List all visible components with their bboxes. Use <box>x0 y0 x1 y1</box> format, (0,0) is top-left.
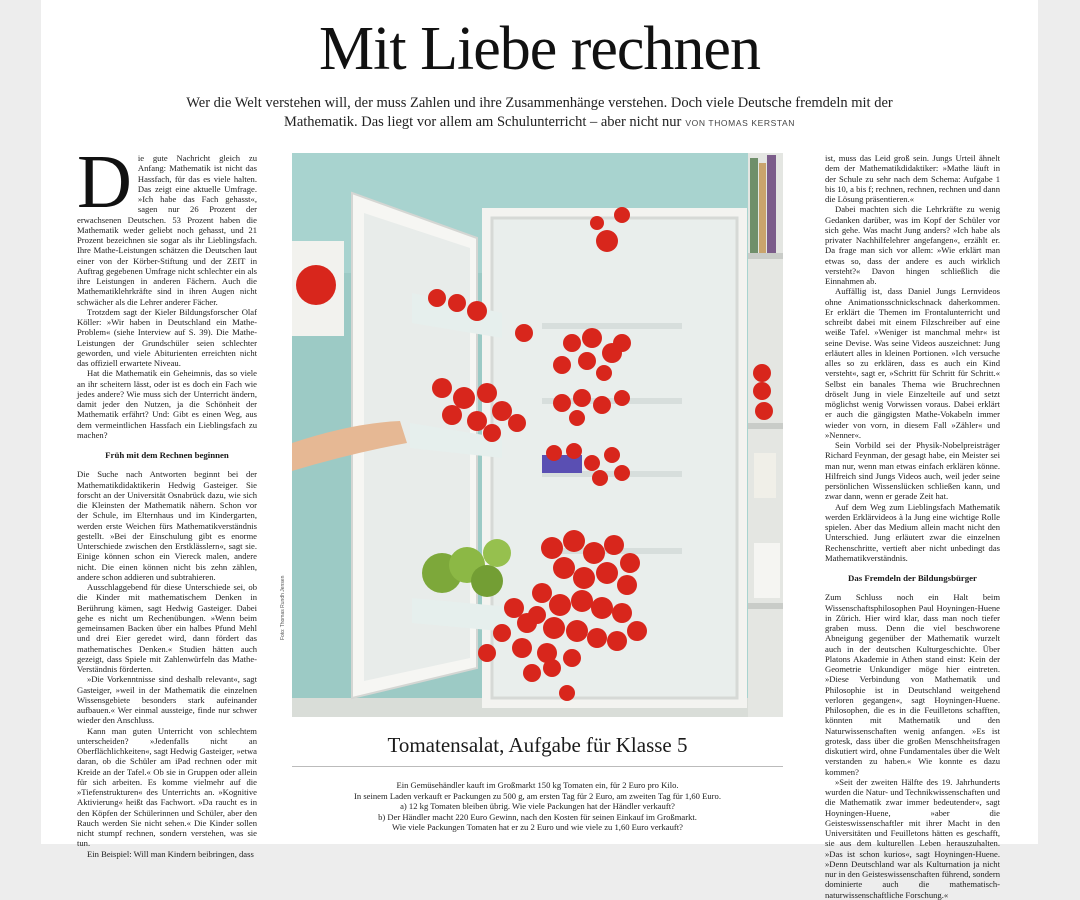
task-line: b) Der Händler macht 220 Euro Gewinn, nach den Kosten für seinen Einkauf im Großmarkt. <box>378 811 697 822</box>
math-task <box>292 780 783 833</box>
paragraph: Dabei machten sich die Lehrkräfte zu wenig Gedanken darüber, was im Kopf der Schüler vor sich gehe. Was macht Jung anders? »Ich habe als privater Nachhilfelehrer angefangen«, erzählt er. Da frage man sich vor allem: »Wie erklärt man etwas so, dass der andere es auch wirklich versteht?« Davon hingen schließlich die Einnahmen ab. <box>825 204 1000 286</box>
paragraph: Auffällig ist, dass Daniel Jungs Lernvideos ohne Animationsschnickschnack daherkommen. Er erklärt die Themen im Frontalunterricht und schreibt dabei mit einem Filzschreiber auf eine weiße Tafel. »Weniger ist manchmal mehr« ist seine Devise. Was seine Videos auszeichnet: Jung erläutert alles in kleinen Portionen. »Ich versuche alles so zu erklären, dass es auch ein Kind versteht«, sagt er, »Schritt für Schritt für Schritt.« Selbst ein banales Thema wie Bruchrechnen dröselt Jung in viele Einzelteile auf und setzt möglichst wenig Vorwissen voraus. Dabei erklärt er auch die gängigsten Mathe-Vokabeln immer wieder von vorn, in diesem Fall »Zähler« und »Nenner«. <box>825 286 1000 440</box>
paragraph: Trotzdem sagt der Kieler Bildungsforscher Olaf Köller: »Wir haben in Deutschland ein Mathe-Problem« (siehe Interview auf S. 39). Die Mathe-Leistungen der Grundschüler seien schlechter geworden, und viele Abiturienten erreichten nicht das offiziell erwartete Niveau. <box>77 306 257 368</box>
subheading: Das Fremdeln der Bildungsbürger <box>848 573 977 583</box>
task-line: a) 12 kg Tomaten bleiben übrig. Wie viele Packungen hat der Händler verkauft? <box>400 801 675 812</box>
paragraph: Ausschlaggebend für diese Unterschiede sei, ob die Kinder mit mathematischem Denken in Berührung kämen, sagt Hedwig Gasteiger. Dabei gehe es nicht um Rechenübungen. »Wenn beim gemeinsamen Backen über ein halbes Pfund Mehl und drei Eier geredet wird, dann fördert das mathematisches Denken.« Studien hätten auch gezeigt, dass Spiele mit Zahlenwürfeln das Mathe-Verständnis förderten. <box>77 582 257 674</box>
article-column-left <box>77 140 257 859</box>
dek-text: Wer die Welt verstehen will, der muss Zahlen und ihre Zusammenhänge verstehen. Doch viele Deutsche fremdeln mit der Mathematik. Das liegt vor allem am Schulunterricht – aber nicht nur <box>186 95 893 130</box>
subheading: Früh mit dem Rechnen beginnen <box>105 450 229 460</box>
paragraph: »Seit der zweiten Hälfte des 19. Jahrhunderts wurden die Natur- und Technikwissenschaften und die Mathematik zwar immer bedeutender«, sagt Hoyningen-Huene, »aber die Geisteswissenschaftler mit ihrer Macht in den Universitäten und Feuilletons hätten es geschafft, sie aus dem kulturellen Leben herauszuhalten. »Das ist schon kurios«, sagt Hoyningen-Huene. »Denn Deutschland war als Kulturnation ja nicht nur in den Geisteswissenschaften führend, sondern dominierte auch die mathematisch-naturwissenschaftliche Forschung.« <box>825 776 1000 900</box>
paragraph: »Die Vorkenntnisse sind deshalb relevant«, sagt Gasteiger, »weil in der Mathematik die einzelnen Wissensgebiete besonders stark aufeinander aufbauen.« Wer einmal aussteige, finde nur schwer wieder den Anschluss. <box>77 674 257 726</box>
paragraph: ist, muss das Leid groß sein. Jungs Urteil ähnelt dem der Mathematikdidaktiker: »Mathe läuft in der Schule zu sehr nach dem Schema: Aufgabe 1 bis 10, a bis f; rechnen, rechnen, rechnen und dann die Lösung präsentieren.« <box>825 153 1000 204</box>
photo-credit: Foto: Thomas Rundh Jensen <box>280 575 286 640</box>
task-line: In seinem Laden verkauft er Packungen zu 500 g, am ersten Tag für 2 Euro, am zweiten Tag für 1,60 Euro. <box>354 790 721 801</box>
drop-cap: D <box>77 140 132 224</box>
caption-divider <box>292 766 783 767</box>
fridge-tomatoes-photo <box>292 153 783 717</box>
task-line: Ein Gemüsehändler kauft im Großmarkt 150 kg Tomaten ein, für 2 Euro pro Kilo. <box>396 780 679 790</box>
paragraph: Die Suche nach Antworten beginnt bei der Mathematikdidaktikerin Hedwig Gasteiger. Sie forscht an der Universität Osnabrück dazu, wie sich die Kleinsten der Mathematik nähern. Schon vor der Schule, im Elternhaus und im Kindergarten, werden erste Weichen fürs Mathematikverständnis gestellt. »Bei der Einschulung gibt es enorme Unterschiede zwischen den Erstklässlern«, sagt sie. Einige können schon ein Viereck malen, andere nicht. Die einen können nicht bis zehn zählen, andere schon addieren und subtrahieren. <box>77 469 257 582</box>
byline: VON THOMAS KERSTAN <box>685 118 796 128</box>
paragraph: Hat die Mathematik ein Geheimnis, das so viele an ihr scheitern lässt, oder ist es doch ein Fach wie jedes andere? Wie muss sich der Unterricht ändern, damit jeder den Nutzen, ja die Schönheit der Mathematik erfährt? Und: Gibt es einen Weg, aus dem vermeintlichen Hassfach ein Lieblingsfach zu machen? <box>77 368 257 440</box>
paragraph: Zum Schluss noch ein Halt beim Wissenschaftsphilosophen Paul Hoyningen-Huene in Zürich. Hier wird klar, dass man noch tiefer graben muss. Denn die viel beschworene Abneigung gegenüber der Mathematik wurzelt auch in der deutschen Kulturgeschichte. Über Platons Akademie in Athen stand einst: Kein der Geometrie Unkundiger möge hier eintreten. »Diese Verbindung von Mathematik und Philosophie ist in Deutschland weitgehend verloren gegangen«, sagt Hoyningen-Huene. Philosophen, die es in die Feuilletons schafften, könnten mit Mathematik und den Naturwissenschaften wenig anfangen. »Es ist grotesk, dass über die großen Menschheitsfragen diskutiert wird, ohne Fundamentales über die Welt verstanden zu haben.« Wie konnte es dazu kommen? <box>825 592 1000 777</box>
paragraph: Ein Beispiel: Will man Kindern beibringen, dass <box>87 848 254 859</box>
paragraph: ie gute Nachricht gleich zu Anfang: Mathematik ist nicht das Hassfach, für das es viele halten. Das zeigt eine aktuelle Umfrage. »Ich habe das Fach gehasst«, sagen nur 26 Prozent der erwachsenen Deutschen. 53 Prozent haben die Mathematik weder geliebt noch gehasst, und 21 Prozent bezeichnen sie sogar als ihr Lieblingsfach. Ihre Mathe-Leistungen schätzen die Deutschen laut einer von der Körber-Stiftung und der ZEIT in Auftrag gegebenen Umfrage nicht schlechter ein als ihre Leistungen in anderen Fächern. Auch die Mathematiklehrkräfte sind in ihren Augen nicht schwächer als die Lehrer anderer Fächer. <box>77 153 257 307</box>
headline: Mit Liebe rechnen <box>319 15 760 83</box>
task-line: Wie viele Packungen Tomaten hat er zu 2 Euro und wie viele zu 1,60 Euro verkauft? <box>392 822 683 833</box>
article-column-right <box>825 153 1000 900</box>
paragraph: Kann man guten Unterricht von schlechtem unterscheiden? »Jedenfalls nicht an Oberflächlichkeiten«, sagt Hedwig Gasteiger, »etwa daran, ob die Schüler am iPad rechnen oder mit Kreide an der Tafel.« Ob sie in Gruppen oder allein für sich arbeiten. Es komme vielmehr auf die »Tiefenstrukturen« des Unterrichts an. »Kognitive Aktivierung« heißt das Fachwort. »Da raucht es in den Köpfen der Schülerinnen und Schüler, aber den Rauch werden Sie nicht sehen.« Die Kinder sollen nicht stumpf rechnen, sondern verstehen, was sie tun. <box>77 725 257 849</box>
paragraph: Auf dem Weg zum Lieblingsfach Mathematik werden Erklärvideos à la Jung eine wichtige Rolle spielen. Aber das Medium allein macht nicht den Unterschied. Jung erläutert zwar die einzelnen Rechenschritte, vertieft aber nicht unbedingt das Mathematikverständnis. <box>825 501 1000 563</box>
paragraph: Sein Vorbild sei der Physik-Nobelpreisträger Richard Feynman, der gesagt habe, ein Meister sei man nur, wenn man etwas einfach erklären könne. Hilfreich sind Jungs Videos auch, weil jeder seine persönlichen Wissenslücken schließen kann, und zwar dann, wenn er gerade Zeit hat. <box>825 440 1000 502</box>
dek <box>171 94 908 133</box>
caption-title: Tomatensalat, Aufgabe für Klasse 5 <box>387 733 688 757</box>
newspaper-page <box>41 0 1038 900</box>
